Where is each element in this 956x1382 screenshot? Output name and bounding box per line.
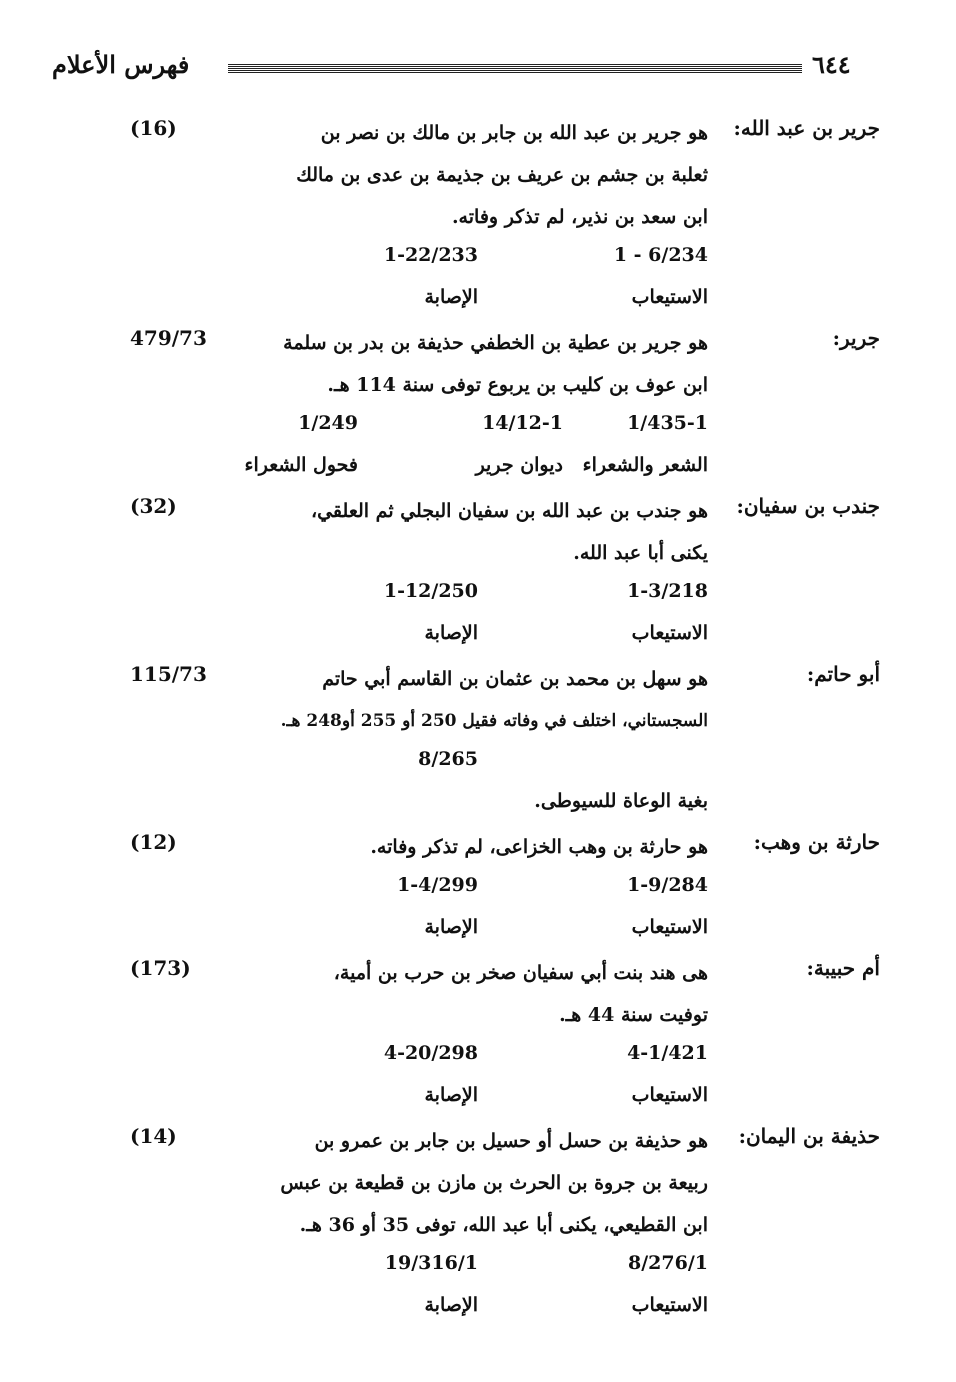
source-names-row xyxy=(250,616,708,658)
description-line: ثعلبة بن جشم بن عريف بن جذيمة بن عدى بن مالك xyxy=(296,164,708,186)
source-name: بغية الوعاة للسيوطى. xyxy=(534,790,708,812)
entry-name: جندب بن سفيان: xyxy=(736,494,880,518)
entry-description xyxy=(250,112,708,238)
source-refs-row xyxy=(250,742,708,784)
source-ref: 1/249 xyxy=(298,412,358,434)
entry-name: جرير بن عبد الله: xyxy=(733,116,880,140)
description-line: هو جرير بن عبد الله بن جابر بن مالك بن نصر بن xyxy=(320,122,708,144)
source-ref: 1-22/233 xyxy=(383,244,478,266)
description-line: هى هند بنت أبي سفيان صخر بن حرب بن أمية، xyxy=(333,962,708,984)
page-header xyxy=(0,0,956,110)
source-refs-row xyxy=(250,574,708,616)
source-name: الإصابة xyxy=(424,622,478,644)
source-names-row xyxy=(250,784,708,826)
index-entries xyxy=(0,112,956,1330)
entry-reference: (32) xyxy=(130,494,177,518)
source-refs-row xyxy=(250,1246,708,1288)
source-name: الإصابة xyxy=(424,1084,478,1106)
source-name: الاستيعاب xyxy=(631,916,708,938)
index-entry xyxy=(0,826,956,952)
source-ref: 8/276/1 xyxy=(628,1252,708,1274)
entry-description xyxy=(250,658,708,742)
source-ref: 1 - 6/234 xyxy=(613,244,708,266)
source-name: فحول الشعراء xyxy=(244,454,358,476)
source-name: الاستيعاب xyxy=(631,622,708,644)
entry-reference: (14) xyxy=(130,1124,177,1148)
entry-description xyxy=(250,490,708,574)
index-entry xyxy=(0,490,956,658)
source-names-row xyxy=(250,1288,708,1330)
index-entry xyxy=(0,1120,956,1330)
source-ref: 8/265 xyxy=(418,748,478,770)
entry-reference: (173) xyxy=(130,956,191,980)
source-refs-row xyxy=(250,1036,708,1078)
source-name: الشعر والشعراء xyxy=(582,454,708,476)
index-entry xyxy=(0,112,956,322)
description-line: توفيت سنة 44 هـ. xyxy=(559,1004,708,1026)
description-line: ربيعة بن جروة بن الحرث بن مازن بن قطيعة بن عبس xyxy=(280,1172,708,1194)
entry-name: حذيفة بن اليمان: xyxy=(738,1124,880,1148)
source-name: الاستيعاب xyxy=(631,1084,708,1106)
source-names-row xyxy=(244,448,708,490)
source-names-row xyxy=(250,280,708,322)
description-line: السجستاني، اختلف في وفاته فقيل 250 أو 255 أو248 هـ. xyxy=(280,711,708,731)
source-name: الاستيعاب xyxy=(631,286,708,308)
description-line: ابن عوف بن كليب بن يربوع توفى سنة 114 هـ. xyxy=(327,374,708,396)
source-ref: 1/435-1 xyxy=(627,412,708,434)
entry-name: حارثة بن وهب: xyxy=(753,830,880,854)
source-name: الإصابة xyxy=(424,1294,478,1316)
description-line: هو جرير بن عطية بن الخطفي حذيفة بن بدر بن سلمة xyxy=(283,332,708,354)
entry-description xyxy=(250,952,708,1036)
source-ref: 1-4/299 xyxy=(397,874,478,896)
source-ref: 14/12-1 xyxy=(482,412,563,434)
entry-description xyxy=(250,322,708,406)
description-line: ابن سعد بن نذير، لم تذكر وفاته. xyxy=(451,206,708,228)
entry-description xyxy=(250,826,708,868)
index-entry xyxy=(0,322,956,490)
source-ref: 4-1/421 xyxy=(627,1042,708,1064)
description-line: يكنى أبا عبد الله. xyxy=(573,542,708,564)
entry-name: أبو حاتم: xyxy=(806,662,880,686)
header-rule xyxy=(228,64,802,73)
source-refs-row xyxy=(250,406,708,448)
page-title: فهرس الأعلام xyxy=(52,50,190,79)
entry-reference: 479/73 xyxy=(130,326,207,350)
source-refs-row xyxy=(250,238,708,280)
source-name: الاستيعاب xyxy=(631,1294,708,1316)
description-line: هو جندب بن عبد الله بن سفيان البجلي ثم العلقي، xyxy=(310,500,708,522)
source-name: الإصابة xyxy=(424,916,478,938)
source-ref: 1-3/218 xyxy=(627,580,708,602)
source-names-row xyxy=(250,910,708,952)
description-line: هو سهل بن محمد بن عثمان بن القاسم أبي حاتم xyxy=(322,668,708,690)
entry-description xyxy=(250,1120,708,1246)
entry-name: جرير: xyxy=(832,326,880,350)
entry-name: أم حبيبة: xyxy=(806,956,880,980)
index-entry xyxy=(0,658,956,826)
source-ref: 19/316/1 xyxy=(384,1252,478,1274)
description-line: هو حارثة بن وهب الخزاعى، لم تذكر وفاته. xyxy=(370,836,708,858)
entry-reference: 115/73 xyxy=(130,662,207,686)
description-line: ابن القطيعي، يكنى أبا عبد الله، توفى 35 أو 36 هـ. xyxy=(299,1214,708,1236)
entry-reference: (12) xyxy=(130,830,177,854)
page-number: ٦٤٤ xyxy=(812,50,851,79)
entry-reference: (16) xyxy=(130,116,177,140)
source-ref: 4-20/298 xyxy=(383,1042,478,1064)
source-name: ديوان جرير xyxy=(475,454,563,476)
source-ref: 1-12/250 xyxy=(383,580,478,602)
source-names-row xyxy=(250,1078,708,1120)
index-entry xyxy=(0,952,956,1120)
source-refs-row xyxy=(250,868,708,910)
description-line: هو حذيفة بن حسل أو حسيل بن جابر بن عمرو بن xyxy=(314,1130,708,1152)
source-name: الإصابة xyxy=(424,286,478,308)
source-ref: 1-9/284 xyxy=(627,874,708,896)
